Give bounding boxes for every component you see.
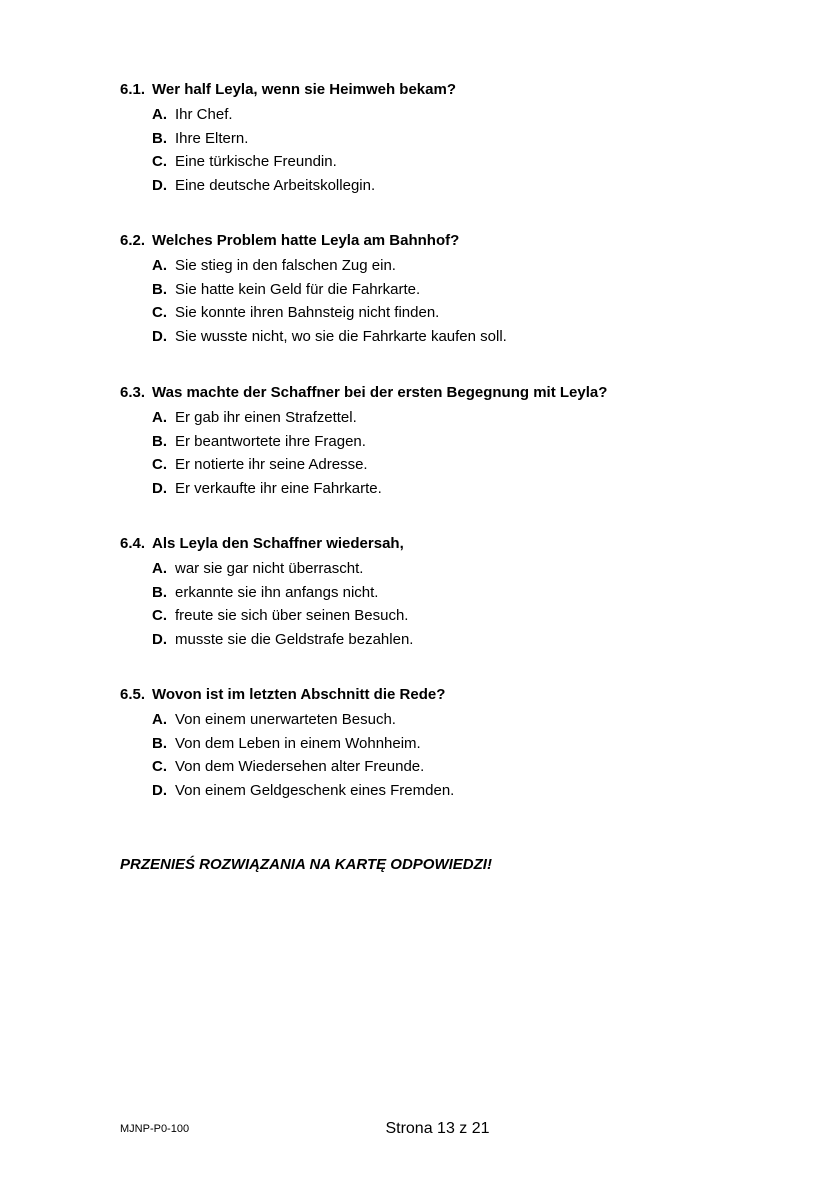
question-header: [120, 685, 760, 705]
question-text: Was machte der Schaffner bei der ersten Begegnung mit Leyla?: [152, 384, 608, 401]
question-header: [120, 534, 760, 554]
option-text: Er gab ihr einen Strafzettel.: [175, 409, 357, 426]
question-number: 6.2.: [120, 232, 146, 249]
question-text: Welches Problem hatte Leyla am Bahnhof?: [152, 232, 460, 249]
option-c[interactable]: [120, 453, 760, 477]
question-number: 6.3.: [120, 384, 146, 401]
question-text: Wer half Leyla, wenn sie Heimweh bekam?: [152, 81, 456, 98]
option-c[interactable]: [120, 150, 760, 174]
option-letter: D.: [152, 327, 167, 345]
option-text: Von dem Leben in einem Wohnheim.: [175, 734, 421, 752]
option-letter: B.: [152, 734, 167, 752]
option-text: Sie stieg in den falschen Zug ein.: [175, 257, 396, 274]
option-text: Sie hatte kein Geld für die Fahrkarte.: [175, 280, 421, 298]
option-b[interactable]: [120, 127, 760, 151]
option-letter: C.: [152, 607, 167, 624]
question-6-1: [120, 80, 760, 197]
option-text: Von einem Geldgeschenk eines Fremden.: [175, 781, 455, 799]
option-d[interactable]: [120, 325, 760, 349]
option-text: freute sie sich über seinen Besuch.: [175, 607, 409, 624]
option-letter: B.: [152, 280, 167, 298]
option-letter: A.: [152, 409, 167, 426]
option-text: Ihr Chef.: [175, 106, 233, 123]
option-text: musste sie die Geldstrafe bezahlen.: [175, 630, 414, 648]
options-list: [120, 708, 760, 802]
option-a[interactable]: [120, 557, 760, 581]
option-letter: A.: [152, 560, 167, 577]
question-header: [120, 383, 760, 403]
option-text: Er verkaufte ihr eine Fahrkarte.: [175, 479, 382, 497]
option-text: Er beantwortete ihre Fragen.: [175, 432, 366, 450]
option-text: Von dem Wiedersehen alter Freunde.: [175, 758, 425, 775]
question-text: Wovon ist im letzten Abschnitt die Rede?: [152, 686, 446, 703]
question-6-4: [120, 534, 760, 651]
option-b[interactable]: [120, 430, 760, 454]
option-letter: D.: [152, 781, 167, 799]
transfer-instruction: PRZENIEŚ ROZWIĄZANIA NA KARTĘ ODPOWIEDZI!: [120, 856, 492, 873]
question-number: 6.5.: [120, 686, 146, 703]
option-text: Eine türkische Freundin.: [175, 153, 337, 170]
question-6-3: [120, 383, 760, 500]
option-c[interactable]: [120, 301, 760, 325]
options-list: [120, 103, 760, 197]
option-letter: C.: [152, 456, 167, 473]
option-letter: D.: [152, 630, 167, 648]
option-letter: B.: [152, 432, 167, 450]
option-letter: C.: [152, 758, 167, 775]
option-letter: D.: [152, 479, 167, 497]
option-c[interactable]: [120, 755, 760, 779]
option-b[interactable]: [120, 732, 760, 756]
question-header: [120, 231, 760, 251]
question-header: [120, 80, 760, 100]
option-c[interactable]: [120, 604, 760, 628]
option-letter: A.: [152, 711, 167, 728]
option-letter: C.: [152, 304, 167, 321]
option-letter: B.: [152, 583, 167, 601]
option-letter: A.: [152, 106, 167, 123]
option-a[interactable]: [120, 254, 760, 278]
question-number: 6.4.: [120, 535, 146, 552]
option-text: Er notierte ihr seine Adresse.: [175, 456, 368, 473]
page-number: Strona 13 z 21: [385, 1120, 490, 1137]
option-d[interactable]: [120, 174, 760, 198]
option-text: Von einem unerwarteten Besuch.: [175, 711, 396, 728]
question-6-2: [120, 231, 760, 348]
option-letter: A.: [152, 257, 167, 274]
option-a[interactable]: [120, 406, 760, 430]
option-d[interactable]: [120, 477, 760, 501]
option-b[interactable]: [120, 278, 760, 302]
options-list: [120, 406, 760, 500]
option-letter: C.: [152, 153, 167, 170]
option-d[interactable]: [120, 628, 760, 652]
option-letter: B.: [152, 129, 167, 147]
option-text: Eine deutsche Arbeitskollegin.: [175, 176, 376, 194]
option-text: erkannte sie ihn anfangs nicht.: [175, 583, 379, 601]
option-text: war sie gar nicht überrascht.: [175, 560, 364, 577]
question-6-5: [120, 685, 760, 802]
option-a[interactable]: [120, 103, 760, 127]
option-text: Sie wusste nicht, wo sie die Fahrkarte kaufen soll.: [175, 327, 507, 345]
option-text: Sie konnte ihren Bahnsteig nicht finden.: [175, 304, 440, 321]
options-list: [120, 254, 760, 348]
option-d[interactable]: [120, 779, 760, 803]
option-b[interactable]: [120, 581, 760, 605]
question-number: 6.1.: [120, 81, 146, 98]
option-a[interactable]: [120, 708, 760, 732]
option-text: Ihre Eltern.: [175, 129, 249, 147]
options-list: [120, 557, 760, 651]
question-text: Als Leyla den Schaffner wiedersah,: [152, 535, 404, 552]
option-letter: D.: [152, 176, 167, 194]
exam-code: MJNP-P0-100: [120, 1123, 190, 1135]
